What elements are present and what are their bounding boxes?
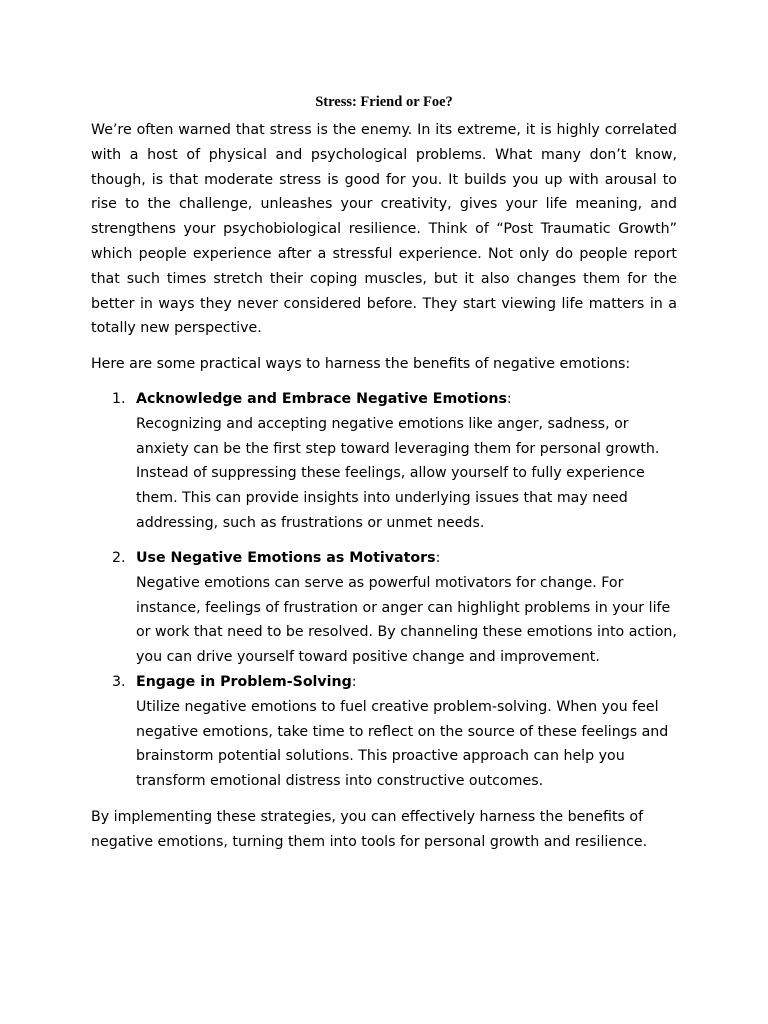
list-item-heading-colon: :	[351, 674, 357, 690]
list-item-number: 1.	[112, 391, 126, 407]
list-item-heading-text: Use Negative Emotions as Motivators	[136, 550, 436, 566]
list-item-heading-text: Engage in Problem-Solving	[136, 674, 352, 690]
list-item-heading-text: Acknowledge and Embrace Negative Emotions	[136, 391, 507, 407]
list-item-number: 3.	[112, 674, 126, 690]
list-item-heading	[136, 387, 512, 412]
list-item-heading	[136, 546, 440, 571]
closing-paragraph: By implementing these strategies, you can effectively harness the benefits of negative emotions, turning them into tools for personal growth and resilience.	[91, 809, 648, 850]
list-item-heading-colon: :	[506, 391, 512, 407]
list-item-number: 2.	[112, 550, 126, 566]
list-item-body: Utilize negative emotions to fuel creative problem-solving. When you feel negative emotions, take time to reflect on the source of these feelings and brainstorm potential solutions. This proactive approach can help you transform emotional distress into constructive outcomes.	[136, 698, 669, 790]
list-lead-paragraph: Here are some practical ways to harness the benefits of negative emotions:	[91, 356, 631, 372]
intro-paragraph: We’re often warned that stress is the enemy. In its extreme, it is highly correlated with a host of physical and psychological problems. What many don’t know, though, is that moderate stress is good for you. It builds you up with arousal to rise to the challenge, unleashes your creativity, gives your life meaning, and strengthens your psychobiological resilience. Think of “Post Traumatic Growth” which people experience after a stressful experience. Not only do people report that such times stretch their coping muscles, but it also changes them for the better in ways they never considered before. They start viewing life matters in a totally new perspective.	[91, 122, 677, 337]
list-item-body: Negative emotions can serve as powerful motivators for change. For instance, feelings of frustration or anger can highlight problems in your life or work that need to be resolved. By channeling these emotions into action, you can drive yourself toward positive change and improvement.	[136, 574, 677, 666]
list-item-heading-colon: :	[435, 550, 441, 566]
document-title: Stress: Friend or Foe?	[315, 94, 453, 110]
list-item-body: Recognizing and accepting negative emotions like anger, sadness, or anxiety can be the first step toward leveraging them for personal growth. Instead of suppressing these feelings, allow yourself to fully experience them. This can provide insights into underlying issues that may need addressing, such as frustrations or unmet needs.	[136, 415, 660, 531]
list-item-heading	[136, 670, 357, 695]
